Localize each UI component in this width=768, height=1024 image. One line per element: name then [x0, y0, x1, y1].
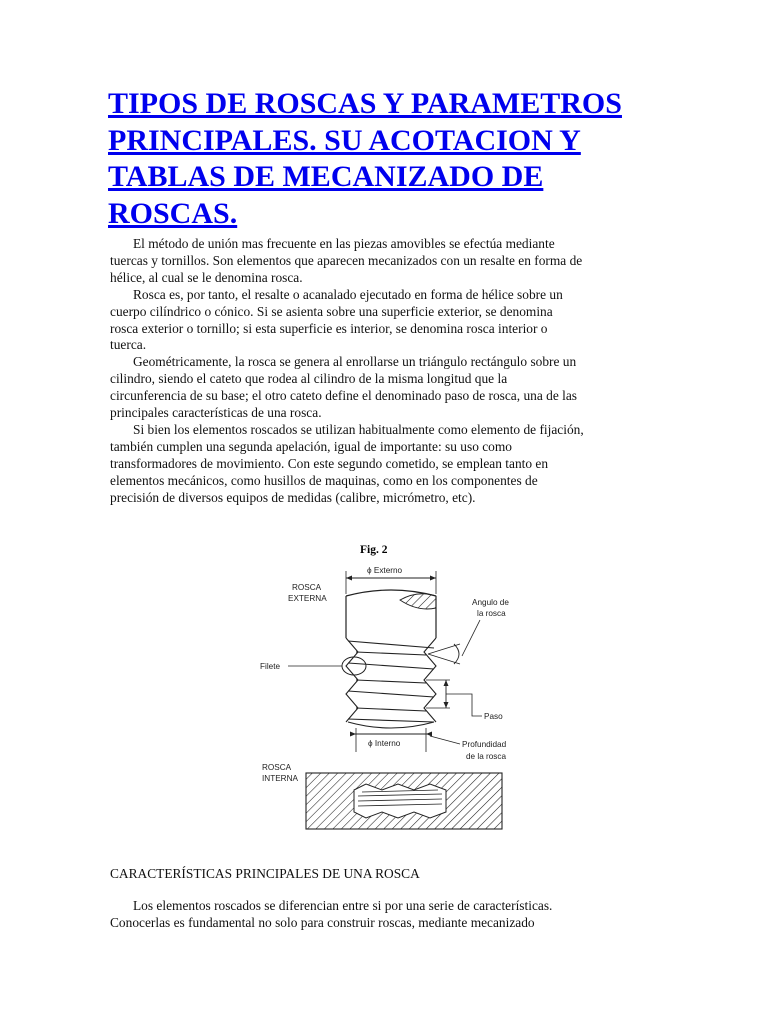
text-line: elementos mecánicos, como husillos de maquinas, como en los componentes de	[110, 472, 538, 488]
figure-caption: Fig. 2	[360, 544, 388, 556]
paragraph-caracteristicas	[110, 898, 670, 932]
document-title-link[interactable]	[108, 86, 678, 232]
section-heading: CARACTERÍSTICAS PRINCIPALES DE UNA ROSCA	[110, 866, 420, 881]
text-line: principales características de una rosca.	[110, 405, 322, 421]
paragraph-rosca	[110, 287, 670, 355]
text-line: tuerca.	[110, 337, 147, 353]
arrowhead	[444, 680, 449, 686]
text-line: cilindro, siendo el cateto que rodea al cilindro de la misma longitud que la	[110, 371, 508, 387]
text-line: Geométricamente, la rosca se genera al enrollarse un triángulo rectángulo sobre un	[133, 354, 577, 370]
title-line[interactable]: ROSCAS.	[108, 196, 238, 230]
profundidad-label: de la rosca	[466, 752, 507, 761]
text-line: circunferencia de su base; el otro cateto define el denominado paso de rosca, una de las	[110, 388, 577, 404]
angulo-label: Angulo de	[472, 598, 509, 607]
arrowhead	[346, 576, 352, 581]
title-line[interactable]: PRINCIPALES. SU ACOTACION Y	[108, 123, 581, 157]
profundidad-leader	[430, 736, 460, 744]
text-line: Conocerlas es fundamental no solo para construir roscas, mediante mecanizado	[110, 914, 535, 930]
arrowhead	[426, 732, 432, 737]
title-line[interactable]: TIPOS DE ROSCAS Y PARAMETROS	[108, 87, 622, 120]
arrowhead	[430, 576, 436, 581]
text-line: hélice, al cual se le denomina rosca.	[110, 269, 303, 285]
text-line: transformadores de movimiento. Con este segundo cometido, se emplean tanto en	[110, 455, 549, 471]
rosca-interna-label: INTERNA	[262, 774, 298, 783]
angulo-label: la rosca	[477, 609, 506, 618]
filete-label: Filete	[260, 662, 281, 671]
paragraph-union	[110, 236, 670, 287]
internal-thread	[306, 773, 502, 829]
intro-text	[110, 236, 670, 507]
arrowhead	[444, 702, 449, 708]
interno-label: ϕ Interno	[368, 739, 401, 748]
text-line: rosca exterior o tornillo; si esta superficie es interior, se denomina rosca interior o	[110, 320, 548, 336]
section-text	[110, 898, 670, 932]
text-line: también cumplen una segunda apelación, igual de importante: su uso como	[110, 438, 512, 454]
angulo-lines	[428, 644, 460, 664]
thread-diagram	[250, 538, 530, 838]
bolt-section	[400, 594, 436, 609]
rosca-interna-label: ROSCA	[262, 763, 292, 772]
rosca-externa-label: EXTERNA	[288, 594, 327, 603]
text-line: Los elementos roscados se diferencian entre si por una serie de características.	[133, 898, 553, 913]
angulo-arc	[454, 644, 459, 664]
paragraph-geometria	[110, 354, 670, 422]
paso-leader	[446, 694, 482, 716]
thread-body	[346, 638, 436, 728]
title-line[interactable]: TABLAS DE MECANIZADO DE	[108, 160, 544, 193]
paragraph-usos	[110, 422, 670, 507]
text-line: El método de unión mas frecuente en las piezas amovibles se efectúa mediante	[133, 236, 555, 251]
text-line: precisión de diversos equipos de medidas (calibre, micrómetro, etc).	[110, 489, 476, 505]
text-line: tuercas y tornillos. Son elementos que aparecen mecanizados con un resalte en forma de	[110, 252, 583, 268]
arrowhead	[350, 732, 356, 737]
text-line: cuerpo cilíndrico o cónico. Si se asienta sobre una superficie exterior, se denomina	[110, 303, 553, 319]
rosca-externa-label: ROSCA	[292, 583, 322, 592]
profundidad-label: Profundidad	[462, 740, 507, 749]
angulo-leader	[462, 620, 480, 656]
text-line: Si bien los elementos roscados se utilizan habitualmente como elemento de fijación,	[133, 421, 584, 437]
externo-label: ϕ Externo	[367, 566, 403, 575]
thread-figure	[250, 538, 530, 838]
paso-label: Paso	[484, 712, 503, 721]
text-line: Rosca es, por tanto, el resalte o acanalado ejecutado en forma de hélice sobre un	[133, 286, 563, 302]
